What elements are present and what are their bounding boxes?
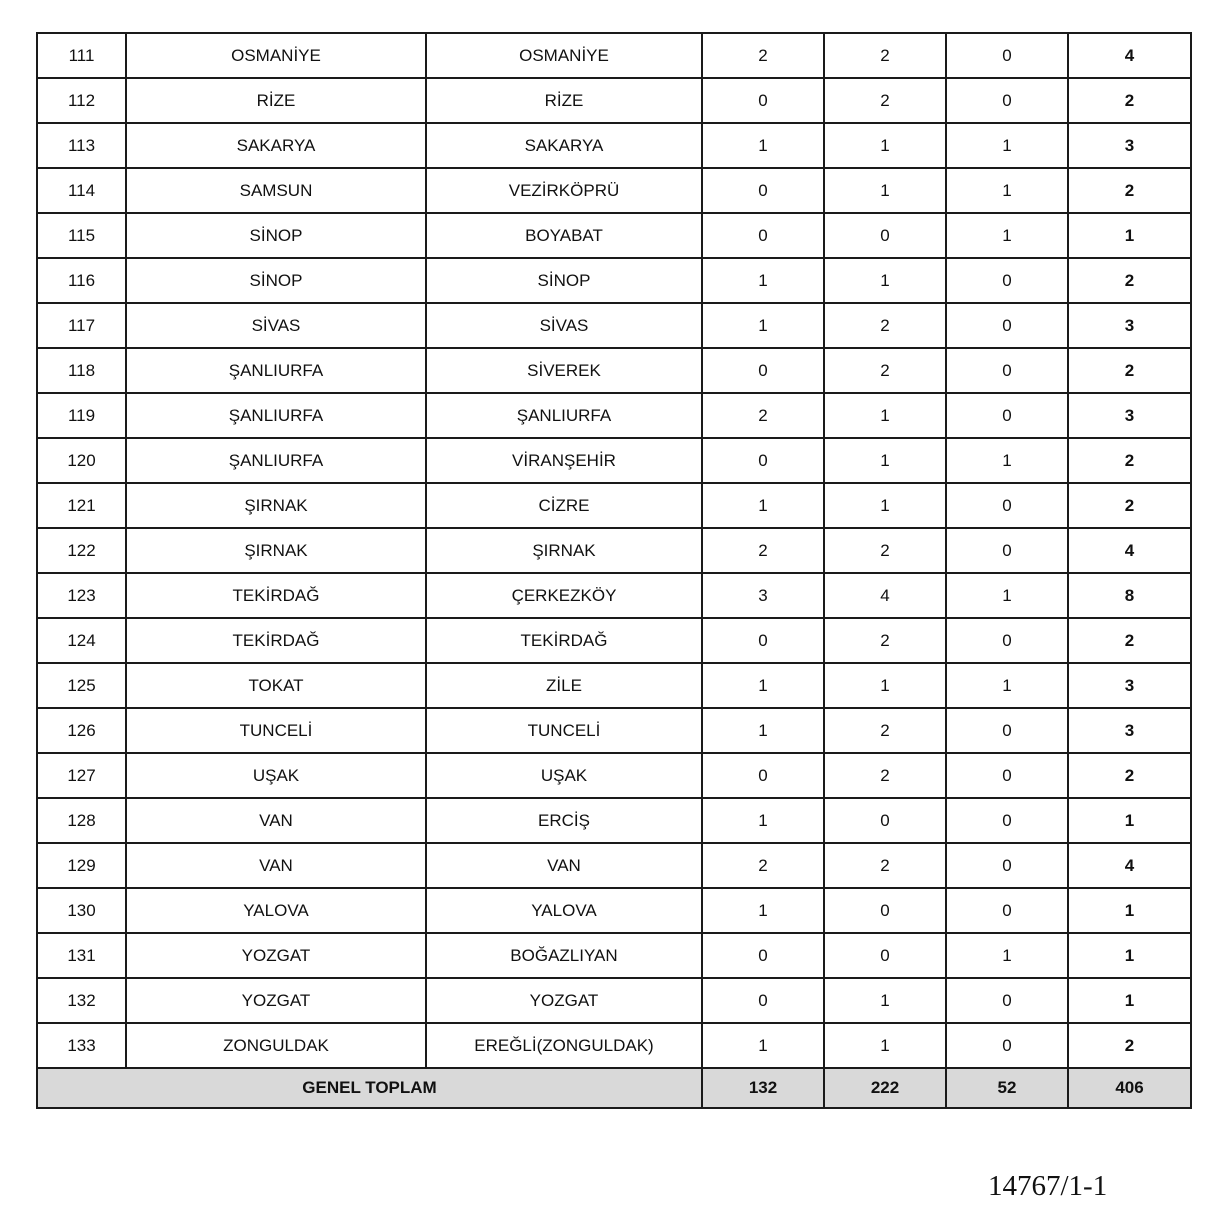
count-c-cell: 1	[946, 573, 1068, 618]
count-a-cell: 1	[702, 708, 824, 753]
count-a-cell: 0	[702, 438, 824, 483]
table-body	[37, 33, 1191, 1068]
count-b-cell: 0	[824, 933, 946, 978]
row-total-cell: 2	[1068, 438, 1191, 483]
count-a-cell: 1	[702, 123, 824, 168]
count-a-cell: 1	[702, 888, 824, 933]
table-row	[37, 1023, 1191, 1068]
table-row	[37, 573, 1191, 618]
row-number: 113	[37, 123, 126, 168]
count-a-cell: 2	[702, 393, 824, 438]
district-cell: BOĞAZLIYAN	[426, 933, 702, 978]
count-b-cell: 0	[824, 213, 946, 258]
table-row	[37, 618, 1191, 663]
row-number: 115	[37, 213, 126, 258]
row-number: 121	[37, 483, 126, 528]
count-c-cell: 0	[946, 618, 1068, 663]
row-total-cell: 1	[1068, 933, 1191, 978]
province-cell: VAN	[126, 843, 426, 888]
table-row	[37, 483, 1191, 528]
row-number: 119	[37, 393, 126, 438]
count-b-cell: 1	[824, 978, 946, 1023]
district-table	[36, 32, 1192, 1109]
count-b-cell: 2	[824, 33, 946, 78]
row-total-cell: 4	[1068, 528, 1191, 573]
count-c-cell: 0	[946, 393, 1068, 438]
district-cell: SİNOP	[426, 258, 702, 303]
row-number: 122	[37, 528, 126, 573]
row-number: 131	[37, 933, 126, 978]
table-row	[37, 213, 1191, 258]
province-cell: YOZGAT	[126, 978, 426, 1023]
count-c-cell: 1	[946, 123, 1068, 168]
district-cell: VİRANŞEHİR	[426, 438, 702, 483]
province-cell: SAKARYA	[126, 123, 426, 168]
table-row	[37, 798, 1191, 843]
row-total-cell: 1	[1068, 213, 1191, 258]
count-a-cell: 1	[702, 1023, 824, 1068]
table-row	[37, 843, 1191, 888]
row-number: 114	[37, 168, 126, 213]
count-c-cell: 1	[946, 933, 1068, 978]
count-b-cell: 2	[824, 618, 946, 663]
count-c-cell: 0	[946, 978, 1068, 1023]
row-total-cell: 3	[1068, 708, 1191, 753]
count-b-cell: 0	[824, 798, 946, 843]
table-row	[37, 168, 1191, 213]
count-b-cell: 2	[824, 303, 946, 348]
count-b-cell: 2	[824, 348, 946, 393]
district-cell: VAN	[426, 843, 702, 888]
row-total-cell: 3	[1068, 393, 1191, 438]
province-cell: ŞIRNAK	[126, 483, 426, 528]
province-cell: SAMSUN	[126, 168, 426, 213]
row-number: 124	[37, 618, 126, 663]
province-cell: RİZE	[126, 78, 426, 123]
table-row	[37, 933, 1191, 978]
province-cell: TUNCELİ	[126, 708, 426, 753]
count-b-cell: 4	[824, 573, 946, 618]
count-a-cell: 1	[702, 798, 824, 843]
row-total-cell: 1	[1068, 798, 1191, 843]
row-number: 118	[37, 348, 126, 393]
row-total-cell: 2	[1068, 168, 1191, 213]
count-b-cell: 2	[824, 528, 946, 573]
count-a-cell: 0	[702, 213, 824, 258]
grand-total-a: 132	[702, 1068, 824, 1108]
province-cell: TEKİRDAĞ	[126, 573, 426, 618]
count-b-cell: 1	[824, 168, 946, 213]
province-cell: OSMANİYE	[126, 33, 426, 78]
count-c-cell: 0	[946, 483, 1068, 528]
count-a-cell: 2	[702, 33, 824, 78]
count-a-cell: 1	[702, 258, 824, 303]
count-c-cell: 0	[946, 753, 1068, 798]
province-cell: TOKAT	[126, 663, 426, 708]
count-a-cell: 1	[702, 303, 824, 348]
row-total-cell: 3	[1068, 663, 1191, 708]
table-row	[37, 303, 1191, 348]
district-cell: ÇERKEZKÖY	[426, 573, 702, 618]
count-c-cell: 0	[946, 798, 1068, 843]
province-cell: TEKİRDAĞ	[126, 618, 426, 663]
row-total-cell: 1	[1068, 978, 1191, 1023]
count-a-cell: 0	[702, 348, 824, 393]
count-b-cell: 1	[824, 123, 946, 168]
district-cell: TEKİRDAĞ	[426, 618, 702, 663]
province-cell: UŞAK	[126, 753, 426, 798]
row-total-cell: 3	[1068, 303, 1191, 348]
district-cell: OSMANİYE	[426, 33, 702, 78]
district-cell: SAKARYA	[426, 123, 702, 168]
document-reference-number: 14767/1-1	[988, 1170, 1108, 1202]
table-row	[37, 663, 1191, 708]
district-cell: SİVEREK	[426, 348, 702, 393]
count-a-cell: 1	[702, 483, 824, 528]
district-cell: RİZE	[426, 78, 702, 123]
table-row	[37, 753, 1191, 798]
row-total-cell: 2	[1068, 1023, 1191, 1068]
province-cell: ŞIRNAK	[126, 528, 426, 573]
district-cell: VEZİRKÖPRÜ	[426, 168, 702, 213]
row-number: 125	[37, 663, 126, 708]
row-total-cell: 2	[1068, 483, 1191, 528]
count-b-cell: 1	[824, 393, 946, 438]
row-total-cell: 2	[1068, 348, 1191, 393]
count-c-cell: 0	[946, 888, 1068, 933]
province-cell: SİNOP	[126, 213, 426, 258]
row-number: 120	[37, 438, 126, 483]
row-number: 123	[37, 573, 126, 618]
province-cell: ZONGULDAK	[126, 1023, 426, 1068]
table-row	[37, 393, 1191, 438]
count-a-cell: 2	[702, 843, 824, 888]
row-number: 133	[37, 1023, 126, 1068]
province-cell: SİNOP	[126, 258, 426, 303]
count-c-cell: 0	[946, 303, 1068, 348]
count-c-cell: 0	[946, 528, 1068, 573]
province-cell: YALOVA	[126, 888, 426, 933]
province-cell: YOZGAT	[126, 933, 426, 978]
count-b-cell: 1	[824, 258, 946, 303]
table-row	[37, 348, 1191, 393]
province-cell: ŞANLIURFA	[126, 438, 426, 483]
district-cell: ZİLE	[426, 663, 702, 708]
row-number: 127	[37, 753, 126, 798]
count-a-cell: 1	[702, 663, 824, 708]
province-cell: VAN	[126, 798, 426, 843]
province-cell: ŞANLIURFA	[126, 393, 426, 438]
row-number: 117	[37, 303, 126, 348]
district-cell: SİVAS	[426, 303, 702, 348]
row-number: 129	[37, 843, 126, 888]
count-b-cell: 1	[824, 663, 946, 708]
row-number: 128	[37, 798, 126, 843]
count-c-cell: 1	[946, 213, 1068, 258]
grand-total-c: 52	[946, 1068, 1068, 1108]
count-c-cell: 0	[946, 708, 1068, 753]
district-cell: BOYABAT	[426, 213, 702, 258]
table-row	[37, 438, 1191, 483]
row-total-cell: 2	[1068, 618, 1191, 663]
count-a-cell: 0	[702, 933, 824, 978]
row-total-cell: 2	[1068, 78, 1191, 123]
count-a-cell: 0	[702, 978, 824, 1023]
district-cell: ERCİŞ	[426, 798, 702, 843]
grand-total-b: 222	[824, 1068, 946, 1108]
table-row	[37, 528, 1191, 573]
count-a-cell: 3	[702, 573, 824, 618]
row-number: 116	[37, 258, 126, 303]
count-a-cell: 0	[702, 78, 824, 123]
row-number: 112	[37, 78, 126, 123]
count-b-cell: 1	[824, 483, 946, 528]
count-a-cell: 2	[702, 528, 824, 573]
province-cell: SİVAS	[126, 303, 426, 348]
row-number: 111	[37, 33, 126, 78]
district-cell: TUNCELİ	[426, 708, 702, 753]
table-row	[37, 978, 1191, 1023]
district-cell: ŞIRNAK	[426, 528, 702, 573]
row-number: 126	[37, 708, 126, 753]
grand-total-sum: 406	[1068, 1068, 1191, 1108]
count-b-cell: 2	[824, 708, 946, 753]
count-b-cell: 1	[824, 1023, 946, 1068]
count-b-cell: 1	[824, 438, 946, 483]
district-cell: EREĞLİ(ZONGULDAK)	[426, 1023, 702, 1068]
row-number: 132	[37, 978, 126, 1023]
count-a-cell: 0	[702, 168, 824, 213]
count-b-cell: 2	[824, 843, 946, 888]
count-c-cell: 0	[946, 1023, 1068, 1068]
count-c-cell: 0	[946, 348, 1068, 393]
count-c-cell: 0	[946, 33, 1068, 78]
count-b-cell: 2	[824, 78, 946, 123]
count-b-cell: 2	[824, 753, 946, 798]
count-c-cell: 0	[946, 843, 1068, 888]
table-row	[37, 888, 1191, 933]
table-row	[37, 708, 1191, 753]
row-total-cell: 2	[1068, 258, 1191, 303]
grand-total-label: GENEL TOPLAM	[37, 1068, 702, 1108]
row-total-cell: 2	[1068, 753, 1191, 798]
grand-total-row	[37, 1068, 1191, 1108]
count-a-cell: 0	[702, 753, 824, 798]
row-total-cell: 4	[1068, 843, 1191, 888]
table-row	[37, 258, 1191, 303]
district-cell: UŞAK	[426, 753, 702, 798]
row-total-cell: 8	[1068, 573, 1191, 618]
table-row	[37, 123, 1191, 168]
district-cell: YALOVA	[426, 888, 702, 933]
row-number: 130	[37, 888, 126, 933]
count-c-cell: 1	[946, 168, 1068, 213]
district-cell: CİZRE	[426, 483, 702, 528]
table-row	[37, 33, 1191, 78]
count-c-cell: 1	[946, 663, 1068, 708]
table-row	[37, 78, 1191, 123]
count-b-cell: 0	[824, 888, 946, 933]
count-c-cell: 1	[946, 438, 1068, 483]
row-total-cell: 4	[1068, 33, 1191, 78]
count-c-cell: 0	[946, 258, 1068, 303]
province-cell: ŞANLIURFA	[126, 348, 426, 393]
district-cell: YOZGAT	[426, 978, 702, 1023]
count-c-cell: 0	[946, 78, 1068, 123]
row-total-cell: 1	[1068, 888, 1191, 933]
row-total-cell: 3	[1068, 123, 1191, 168]
district-cell: ŞANLIURFA	[426, 393, 702, 438]
count-a-cell: 0	[702, 618, 824, 663]
